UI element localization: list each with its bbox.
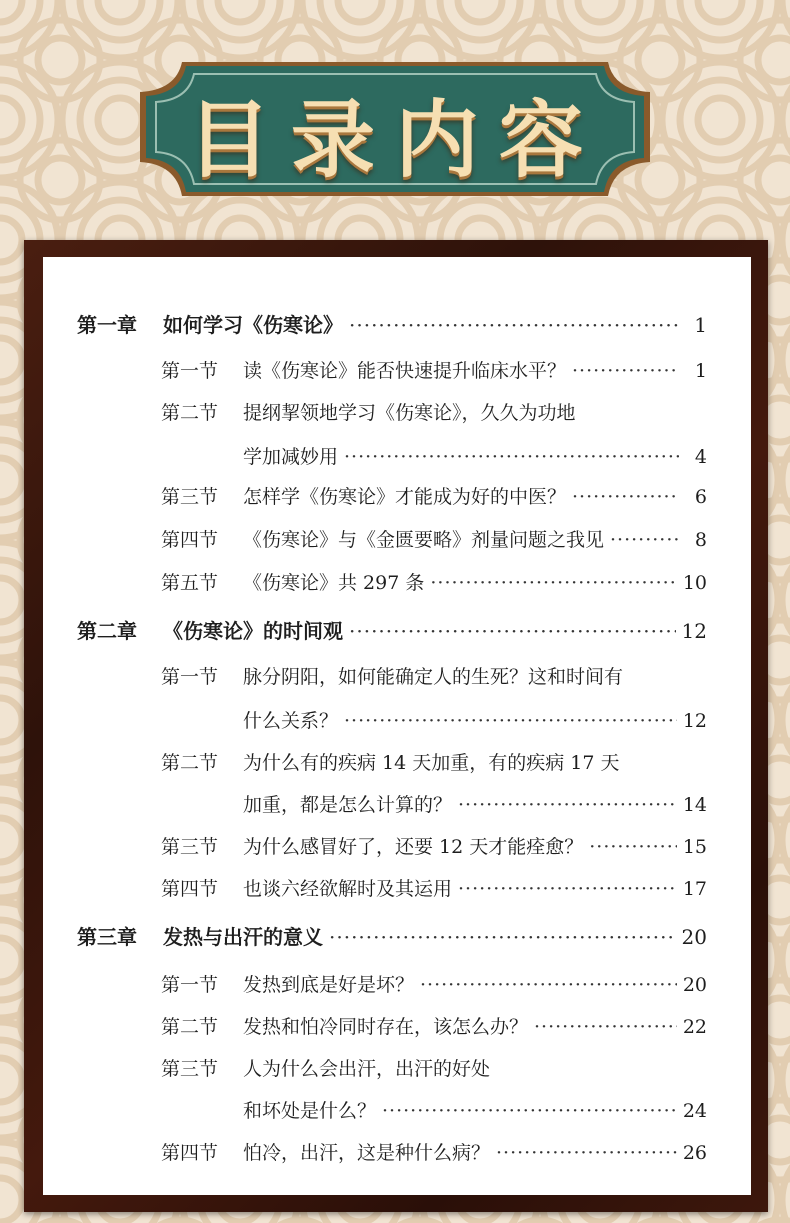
toc-section-row: [161, 1141, 707, 1165]
section-title: 脉分阴阳，如何能确定人的生死？这和时间有: [243, 666, 624, 688]
section-number: 第四节: [161, 529, 219, 551]
toc-section-row: [161, 1015, 707, 1039]
toc-row-continuation: [243, 709, 707, 733]
leader-dots: [534, 1015, 677, 1039]
page-number: 20: [682, 974, 707, 996]
toc-section-row: [161, 835, 707, 859]
leader-dots: [589, 835, 677, 859]
leader-dots: [344, 445, 679, 469]
toc-section-row: [161, 359, 707, 383]
leader-dots: [329, 925, 676, 949]
section-title-continued: 学加减妙用: [243, 446, 339, 468]
toc-row-continuation: [243, 445, 707, 469]
toc-row-continuation: [243, 1099, 707, 1123]
section-title: 《伤寒论》共 297 条: [243, 572, 425, 594]
table-of-contents: [43, 257, 751, 1195]
page-number: 12: [682, 710, 707, 732]
section-title: 怕冷，出汗，这是种什么病？: [243, 1142, 491, 1164]
toc-chapter-row: [77, 925, 707, 949]
leader-dots: [496, 1141, 677, 1165]
section-number: 第一节: [161, 974, 219, 996]
section-number: 第二节: [161, 1016, 219, 1038]
section-title-continued: 什么关系？: [243, 710, 339, 732]
section-number: 第五节: [161, 572, 219, 594]
toc-section-row: [161, 571, 707, 595]
leader-dots: [458, 877, 677, 901]
leader-dots: [458, 793, 677, 817]
section-title: 人为什么会出汗，出汗的好处: [243, 1058, 491, 1080]
page-number: 6: [694, 486, 707, 508]
section-title: 读《伤寒论》能否快速提升临床水平？: [243, 360, 567, 382]
section-number: 第一节: [161, 666, 219, 688]
section-title-continued: 和坏处是什么？: [243, 1100, 377, 1122]
toc-chapter-row: [77, 313, 707, 337]
section-number: 第一节: [161, 360, 219, 382]
page-number: 15: [682, 836, 707, 858]
section-number: 第二节: [161, 752, 219, 774]
page-number: 1: [694, 313, 707, 337]
page-number: 10: [682, 572, 707, 594]
leader-dots: [349, 313, 679, 337]
page-number: 22: [682, 1016, 707, 1038]
toc-section-row: [161, 485, 707, 509]
section-number: 第三节: [161, 486, 219, 508]
page-number: 20: [681, 925, 707, 949]
toc-section-row: [161, 751, 707, 775]
leader-dots: [420, 973, 677, 997]
page-number: 14: [682, 794, 707, 816]
section-title: 提纲挈领地学习《伤寒论》，久久为功地: [243, 402, 576, 424]
section-number: 第三节: [161, 836, 219, 858]
page-number: 4: [694, 446, 707, 468]
chapter-title: 发热与出汗的意义: [163, 925, 323, 949]
leader-dots: [430, 571, 676, 595]
toc-section-row: [161, 528, 707, 552]
toc-section-row: [161, 1057, 707, 1081]
toc-row-continuation: [243, 793, 707, 817]
section-number: 第二节: [161, 402, 219, 424]
leader-dots: [572, 485, 679, 509]
toc-section-row: [161, 665, 707, 689]
chapter-number: 第二章: [77, 619, 137, 643]
section-title-continued: 加重，都是怎么计算的？: [243, 794, 453, 816]
chapter-title: 如何学习《伤寒论》: [163, 313, 343, 337]
section-number: 第四节: [161, 1142, 219, 1164]
section-number: 第三节: [161, 1058, 219, 1080]
page-title: 目录内容: [186, 90, 603, 189]
leader-dots: [382, 1099, 677, 1123]
leader-dots: [349, 619, 676, 643]
page-number: 24: [682, 1100, 707, 1122]
chapter-title: 《伤寒论》的时间观: [163, 619, 343, 643]
section-title: 为什么感冒好了，还要 12 天才能痊愈？: [243, 836, 584, 858]
leader-dots: [572, 359, 679, 383]
toc-chapter-row: [77, 619, 707, 643]
toc-page: [43, 257, 751, 1195]
page-number: 12: [681, 619, 707, 643]
toc-section-row: [161, 401, 707, 425]
leader-dots: [610, 528, 679, 552]
section-number: 第四节: [161, 878, 219, 900]
page-number: 26: [682, 1142, 707, 1164]
toc-section-row: [161, 973, 707, 997]
leader-dots: [344, 709, 677, 733]
section-title: 发热到底是好是坏？: [243, 974, 415, 996]
page-number: 8: [694, 529, 707, 551]
toc-section-row: [161, 877, 707, 901]
section-title: 发热和怕冷同时存在，该怎么办？: [243, 1016, 529, 1038]
page-number: 1: [694, 360, 707, 382]
chapter-number: 第一章: [77, 313, 137, 337]
section-title: 也谈六经欲解时及其运用: [243, 878, 453, 900]
chapter-number: 第三章: [77, 925, 137, 949]
page-number: 17: [682, 878, 707, 900]
section-title: 为什么有的疾病 14 天加重，有的疾病 17 天: [243, 752, 620, 774]
section-title: 《伤寒论》与《金匮要略》剂量问题之我见: [243, 529, 605, 551]
section-title: 怎样学《伤寒论》才能成为好的中医？: [243, 486, 567, 508]
